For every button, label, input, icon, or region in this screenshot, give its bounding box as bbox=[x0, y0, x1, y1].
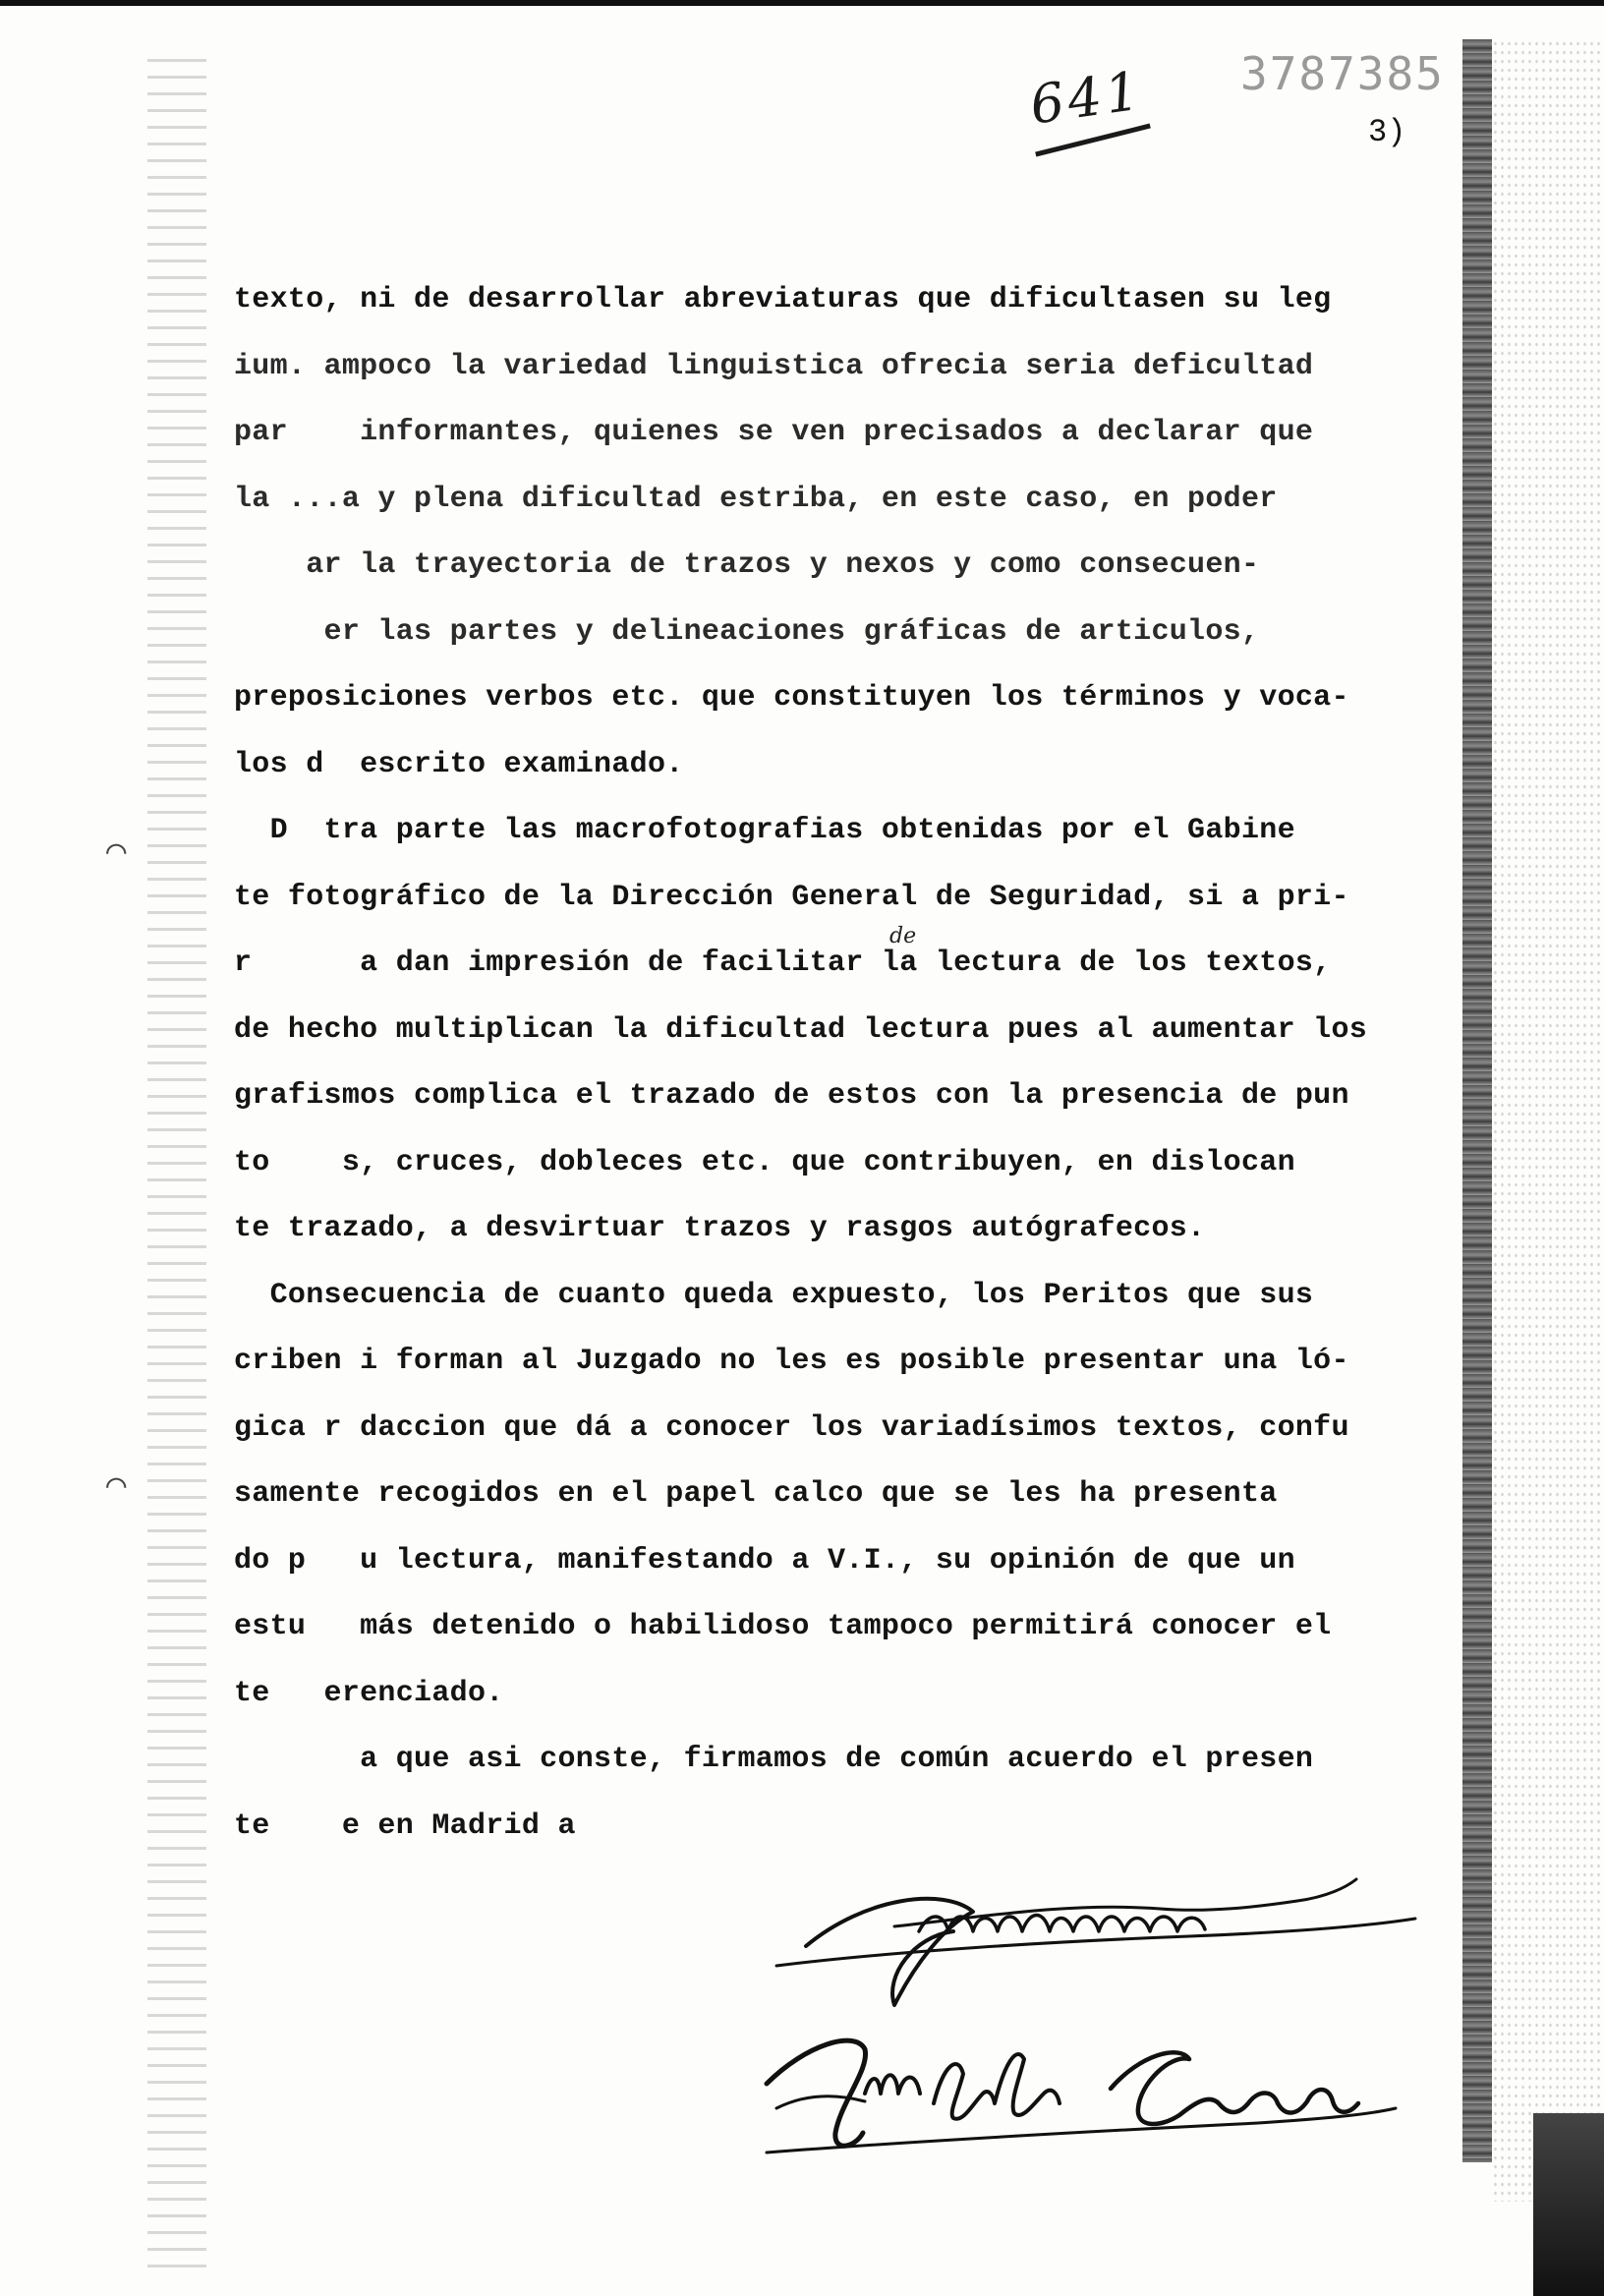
text-line: D tra parte las macrofotografias obtenidas por el Gabine bbox=[234, 814, 1295, 847]
text-line: do p u lectura, manifestando a V.I., su opinión de que un bbox=[234, 1543, 1295, 1578]
page-number: 3) bbox=[1368, 114, 1406, 150]
text-line: de hecho multiplican la dificultad lectura pues al aumentar los bbox=[234, 1012, 1368, 1047]
text-line: samente recogidos en el papel calco que se les ha presenta bbox=[234, 1477, 1278, 1511]
text-line: criben i forman al Juzgado no les es posible presentar una ló- bbox=[234, 1345, 1349, 1378]
stamped-archive-number: 3787385 bbox=[1240, 47, 1445, 100]
text-line: par informantes, quienes se ven precisados a declarar que bbox=[234, 416, 1314, 449]
typed-body-text bbox=[234, 267, 1445, 1860]
text-line: to s, cruces, dobleces etc. que contribuyen, en dislocan bbox=[234, 1145, 1295, 1179]
text-line: ium. ampoco la variedad linguistica ofrecia seria deficultad bbox=[234, 349, 1314, 383]
text-line: te fotográfico de la Dirección General de Seguridad, si a pri- bbox=[234, 880, 1349, 914]
margin-bracket-mark: ⌒ bbox=[106, 1468, 127, 1506]
text-line: ar la trayectoria de trazos y nexos y como consecuen- bbox=[234, 548, 1260, 582]
right-scan-noise bbox=[1492, 39, 1604, 2202]
text-line: estu más detenido o habilidoso tampoco permitirá conocer el bbox=[234, 1610, 1332, 1643]
handwritten-signatures bbox=[747, 1858, 1435, 2172]
left-margin-artifacts bbox=[147, 59, 206, 2280]
bottom-right-shadow bbox=[1533, 2113, 1604, 2296]
text-line: er las partes y delineaciones gráficas de articulos, bbox=[234, 614, 1260, 649]
text-line: grafismos complica el trazado de estos con la presencia de pun bbox=[234, 1079, 1349, 1113]
interlinear-handwritten-note: de bbox=[889, 924, 917, 948]
text-line: gica r daccion que dá a conocer los variadísimos textos, confu bbox=[234, 1410, 1349, 1445]
scan-top-border bbox=[0, 0, 1604, 6]
text-line: Consecuencia de cuanto queda expuesto, los Peritos que sus bbox=[234, 1278, 1314, 1312]
text-line: a que asi conste, firmamos de común acuerdo el presen bbox=[234, 1743, 1314, 1776]
text-line: la ...a y plena dificultad estriba, en este caso, en poder bbox=[234, 482, 1278, 516]
text-line: r a dan impresión de facilitar la lectura de los textos, bbox=[234, 947, 1332, 980]
text-line: texto, ni de desarrollar abreviaturas que dificultasen su leg bbox=[234, 283, 1332, 316]
margin-bracket-mark: ⌒ bbox=[106, 834, 127, 872]
right-binding-edge bbox=[1462, 39, 1492, 2162]
text-line: preposiciones verbos etc. que constituyen los términos y voca- bbox=[234, 681, 1349, 715]
handwritten-folio-number: 641 bbox=[1026, 59, 1147, 137]
text-line: los d escrito examinado. bbox=[234, 747, 684, 781]
text-line: te e en Madrid a bbox=[234, 1808, 576, 1843]
text-line: te trazado, a desvirtuar trazos y rasgos autógrafecos. bbox=[234, 1212, 1206, 1245]
text-line: te erenciado. bbox=[234, 1676, 504, 1710]
signature-block bbox=[747, 1858, 1435, 2172]
